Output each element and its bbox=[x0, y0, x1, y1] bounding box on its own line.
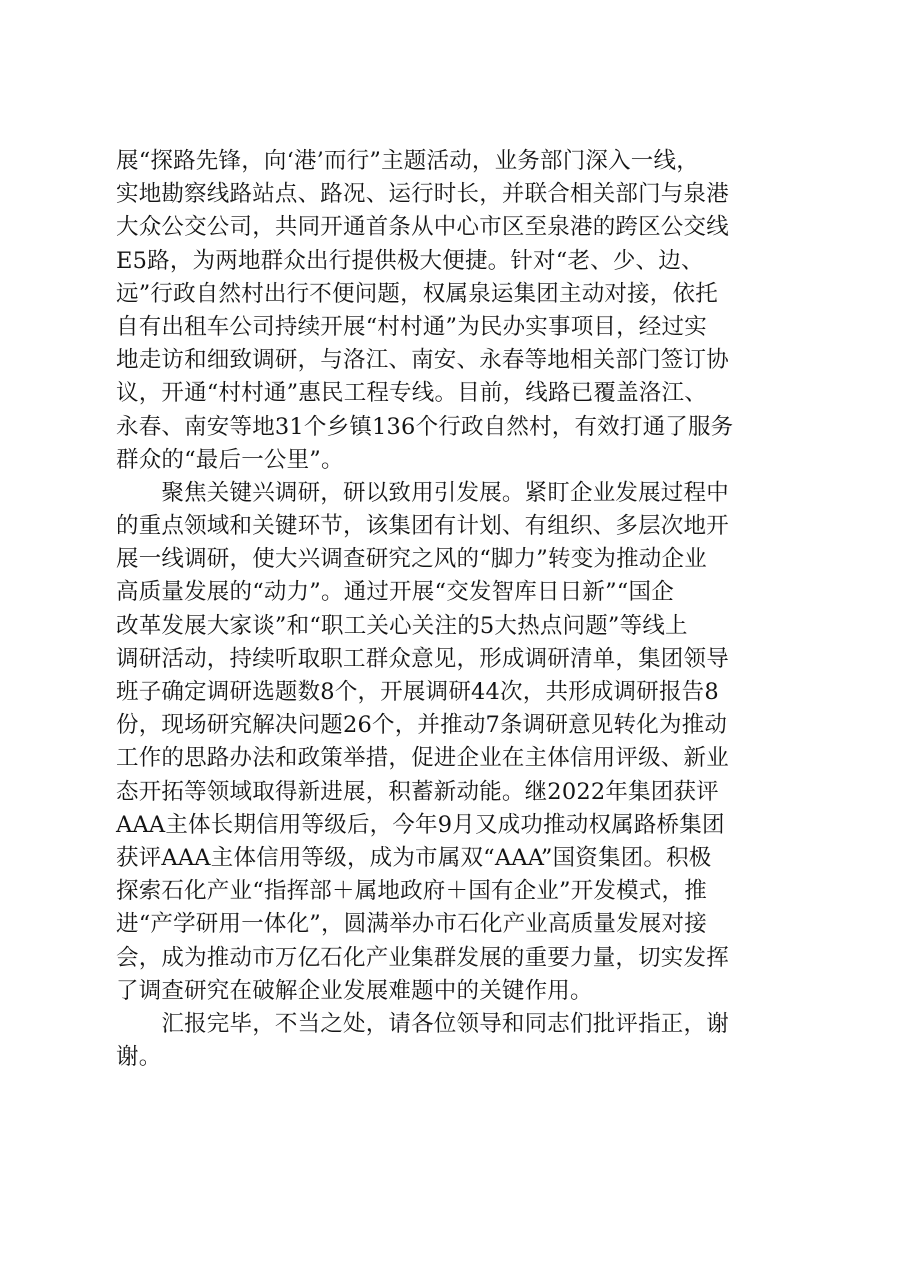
text-line: 聚焦关键兴调研，研以致用引发展。紧盯企业发展过程中 bbox=[116, 479, 729, 506]
text-line: 自有出租车公司持续开展“村村通”为民办实事项目，经过实 bbox=[116, 313, 707, 340]
text-line: 进“产学研用一体化”，圆满举办市石化产业高质量发展对接 bbox=[116, 911, 707, 938]
text-line: 群众的“最后一公里”。 bbox=[116, 446, 344, 473]
text-line: 大众公交公司，共同开通首条从中心市区至泉港的跨区公交线 bbox=[116, 214, 729, 241]
text-line: 的重点领域和关键环节，该集团有计划、有组织、多层次地开 bbox=[116, 513, 729, 540]
text-line: 改革发展大家谈”和“职工关心关注的5大热点问题”等线上 bbox=[116, 612, 688, 639]
text-line: 调研活动，持续听取职工群众意见，形成调研清单，集团领导 bbox=[116, 645, 729, 672]
text-line: 议，开通“村村通”惠民工程专线。目前，线路已覆盖洛江、 bbox=[116, 380, 707, 407]
body-text bbox=[116, 145, 796, 1074]
text-line: 份，现场研究解决问题26个，并推动7条调研意见转化为推动 bbox=[116, 712, 728, 739]
text-line: 获评AAA主体信用等级，成为市属双“AAA”国资集团。积极 bbox=[116, 844, 712, 871]
text-line: 展一线调研，使大兴调查研究之风的“脚力”转变为推动企业 bbox=[116, 546, 707, 573]
text-line: 汇报完毕，不当之处，请各位领导和同志们批评指正，谢 bbox=[116, 1010, 729, 1037]
text-line: 远”行政自然村出行不便问题，权属泉运集团主动对接，依托 bbox=[116, 280, 718, 307]
text-line: 实地勘察线路站点、路况、运行时长，并联合相关部门与泉港 bbox=[116, 181, 729, 208]
text-line: AAA主体长期信用等级后，今年9月又成功推动权属路桥集团 bbox=[116, 811, 725, 838]
text-line: 了调查研究在破解企业发展难题中的关键作用。 bbox=[116, 977, 593, 1004]
text-line: 高质量发展的“动力”。通过开展“交发智库日日新”“国企 bbox=[116, 579, 674, 606]
text-line: E5路，为两地群众出行提供极大便捷。针对“老、少、边、 bbox=[116, 247, 704, 274]
text-line: 展“探路先锋，向‘港’而行”主题活动，业务部门深入一线， bbox=[116, 148, 699, 174]
text-line: 工作的思路办法和政策举措，促进企业在主体信用评级、新业 bbox=[116, 745, 729, 772]
text-line: 永春、南安等地31个乡镇136个行政自然村，有效打通了服务 bbox=[116, 413, 734, 440]
text-line: 地走访和细致调研，与洛江、南安、永春等地相关部门签订协 bbox=[116, 347, 729, 374]
text-line: 会，成为推动市万亿石化产业集群发展的重要力量，切实发挥 bbox=[116, 944, 729, 971]
text-line: 班子确定调研选题数8个，开展调研44次，共形成调研报告8 bbox=[116, 679, 719, 705]
text-line: 态开拓等领域取得新进展，积蓄新动能。继2022年集团获评 bbox=[116, 778, 719, 805]
text-line: 谢。 bbox=[116, 1044, 162, 1071]
text-line: 探索石化产业“指挥部＋属地政府＋国有企业”开发模式，推 bbox=[116, 878, 707, 905]
